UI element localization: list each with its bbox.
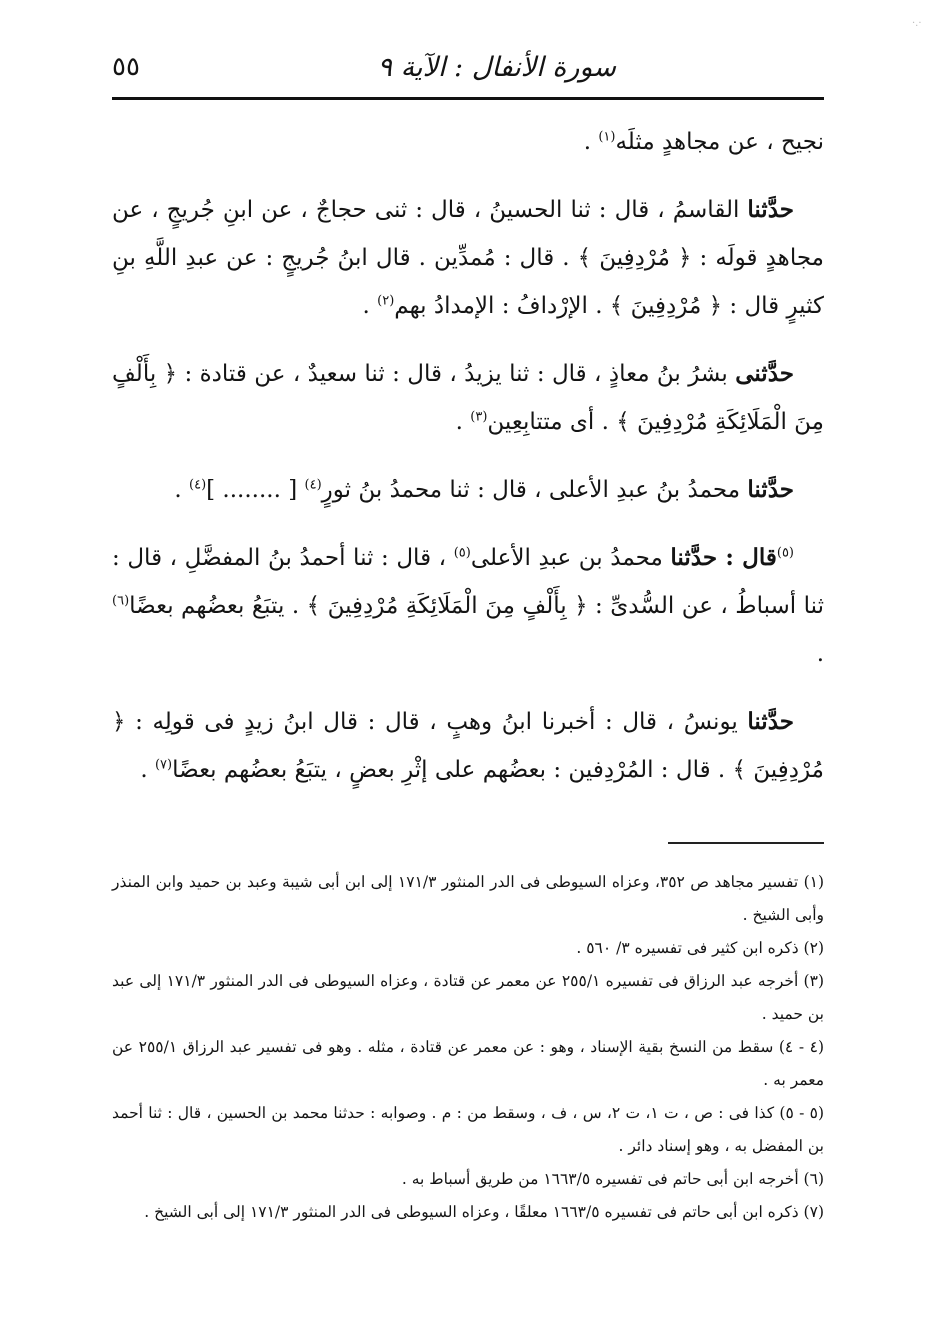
paragraph xyxy=(112,698,824,794)
paragraph xyxy=(112,118,824,166)
paragraph-text: محمدُ بن عبدِ الأعلى xyxy=(470,545,671,571)
footnote: (٤ - ٤) سقط من النسخ بقية الإسناد ، وهو : عن معمر عن قتادة ، مثله . وهو فى تفسير عبد الرزاق ٢٥٥/١ عن معمر به . xyxy=(112,1038,825,1089)
paragraph xyxy=(112,186,824,330)
paragraph-tail: . xyxy=(455,409,471,435)
running-title: سورة الأنفال : الآية ٩ xyxy=(377,52,616,83)
footnote-rule xyxy=(668,842,824,844)
paragraph-tail: . xyxy=(362,293,378,319)
hadith-lead: حدَّثنا xyxy=(747,708,794,735)
footnote-ref: (٥) xyxy=(776,545,794,561)
page-number: ٥٥ xyxy=(112,52,140,82)
page-header xyxy=(112,44,824,96)
footnote: (٧) ذكره ابن أبى حاتم فى تفسيره ١٦٦٣/٥ معلقًا ، وعزاه السيوطى فى الدر المنثور ١٧١/٣ إلى أبى الشيخ . xyxy=(144,1203,824,1221)
footnote: (٥ - ٥) كذا فى : ص ، ت ١، ت ٢، س ، ف ، وسقط من : م . وصوابه : حدثنا محمد بن الحسين ، قال : ثنا أحمد بن المفضل به ، وهو إسناد دائر . xyxy=(112,1104,825,1155)
footnote: (٢) ذكره ابن كثير فى تفسيره ٣/ ٥٦٠ . xyxy=(576,939,824,957)
paragraph xyxy=(112,350,824,446)
footnote-ref: (٦) xyxy=(112,593,130,609)
footnote-ref: (٥) xyxy=(453,545,471,561)
footnotes xyxy=(112,866,824,1229)
footnote-ref: (٢) xyxy=(377,293,395,309)
paragraph xyxy=(112,534,824,678)
footnote: (١) تفسير مجاهد ص ٣٥٢، وعزاه السيوطى فى الدر المنثور ١٧١/٣ إلى ابن أبى شيبة وعبد بن حميد وابن المنذر وأبى الشيخ . xyxy=(112,873,825,924)
missing-text-bracket: [ ........ ] xyxy=(206,477,305,503)
footnote: (٣) أخرجه عبد الرزاق فى تفسيره ٢٥٥/١ عن معمر عن قتادة ، وعزاه السيوطى فى الدر المنثور ١٧١/٣ إلى عبد بن حميد . xyxy=(112,972,824,1023)
footnote-ref: (٤) xyxy=(189,477,207,493)
paragraph-text: نجيح ، عن مجاهدٍ مثلَه xyxy=(615,129,824,155)
hadith-lead: حدَّثنى xyxy=(735,360,794,387)
footnote-ref: (٤) xyxy=(304,477,322,493)
paragraph-tail: . xyxy=(174,477,189,503)
footnote-ref: (٧) xyxy=(154,757,173,773)
paragraph-text: بشرُ بنُ معاذٍ ، قال : ثنا يزيدُ ، قال : ثنا سعيدٌ ، عن قتادة : ﴿ بِأَلْفٍ مِنَ الْمَلَائِكَةِ مُرْدِفِينَ ﴾ . أى متتابِعِين xyxy=(112,361,824,435)
footnote: (٦) أخرجه ابن أبى حاتم فى تفسيره ١٦٦٣/٥ من طريق أسباط به . xyxy=(401,1170,824,1188)
paragraph-text: يونسُ ، قال : أخبرنا ابنُ وهبٍ ، قال : قال ابنُ زيدٍ فى قولِه : ﴿ مُرْدِفِينَ ﴾ . قال : المُرْدِفين : بعضُهم على إثْرِ بعضٍ ، يتبَعُ بعضُهم بعضًا xyxy=(112,709,824,783)
hadith-lead: حدَّثنا xyxy=(747,476,794,503)
footnote-ref: (١) xyxy=(598,129,616,145)
paragraph-text: ، قال : ثنا أحمدُ بنُ المفضَّلِ ، قال : ثنا أسباطُ ، عن السُّدىِّ : ﴿ بِأَلْفٍ مِنَ الْمَلَائِكَةِ مُرْدِفِينَ ﴾ . يتبَعُ بعضُهم بعضًا xyxy=(112,545,824,619)
paragraph-text: محمدُ بنُ عبدِ الأعلى ، قال : ثنا محمدُ بنُ ثورٍ xyxy=(321,477,748,503)
main-text xyxy=(112,118,824,814)
paragraph-tail: . xyxy=(140,757,155,783)
scan-mark: ·.· xyxy=(912,18,922,29)
paragraph-tail: . xyxy=(816,641,824,667)
paragraph xyxy=(112,466,824,514)
footnote-ref: (٣) xyxy=(470,409,488,425)
header-rule xyxy=(112,97,824,100)
paragraph-tail: . xyxy=(583,129,599,155)
hadith-lead: قال : حدَّثنا xyxy=(670,544,777,571)
hadith-lead: حدَّثنا xyxy=(747,196,794,223)
paragraph-text: القاسمُ ، قال : ثنا الحسينُ ، قال : ثنى حجاجٌ ، عن ابنِ جُريجٍ ، عن مجاهدٍ قولَه : ﴿ مُرْدِفِينَ ﴾ . قال : مُمدِّين . قال ابنُ جُريجٍ : عن عبدِ اللَّهِ بنِ كثيرٍ قال : ﴿ مُرْدِفِينَ ﴾ . الإرْدافُ : الإمدادُ بهم xyxy=(112,197,824,319)
